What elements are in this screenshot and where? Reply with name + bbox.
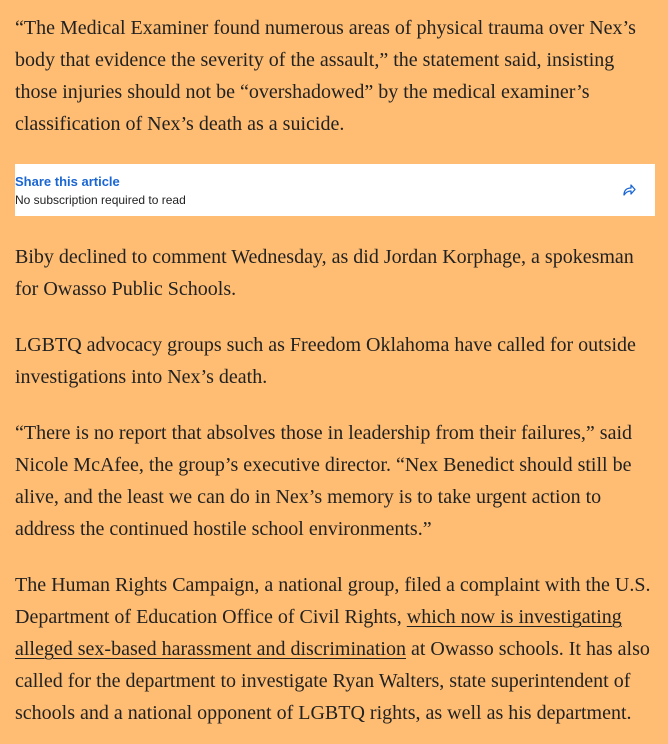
share-article-banner[interactable] xyxy=(15,164,655,216)
article-paragraph: “The Medical Examiner found numerous areas of physical trauma over Nex’s body that evidence the severity of the assault,” the statement said, insisting those injuries should not be “overshadowed” by the medical examiner’s classification of Nex’s death as a suicide. xyxy=(15,17,636,135)
article-paragraph: LGBTQ advocacy groups such as Freedom Oklahoma have called for outside investigations into Nex’s death. xyxy=(15,334,636,388)
share-article-title[interactable]: Share this article xyxy=(15,174,120,189)
paragraph-text: at Owasso schools. It has also called for the department to investigate Ryan Walters, state superintendent of schools and a national opponent of LGBTQ rights, as well as his department. xyxy=(15,638,650,724)
paragraph-text: The Human Rights Campaign, a national group, filed a complaint with the U.S. Department of Education Office of Civil Rights, xyxy=(15,574,651,628)
investigation-link[interactable]: which now is investigating alleged sex-based harassment and discrimination xyxy=(15,606,622,660)
share-arrow-icon[interactable] xyxy=(621,182,637,198)
share-article-subtitle: No subscription required to read xyxy=(15,193,186,207)
article-paragraph xyxy=(15,569,655,729)
article-paragraph: Biby declined to comment Wednesday, as did Jordan Korphage, a spokesman for Owasso Public Schools. xyxy=(15,246,634,300)
article-paragraph: “There is no report that absolves those in leadership from their failures,” said Nicole McAfee, the group’s executive director. “Nex Benedict should still be alive, and the least we can do in Nex’s memory is to take urgent action to address the continued hostile school environments.” xyxy=(15,422,633,540)
